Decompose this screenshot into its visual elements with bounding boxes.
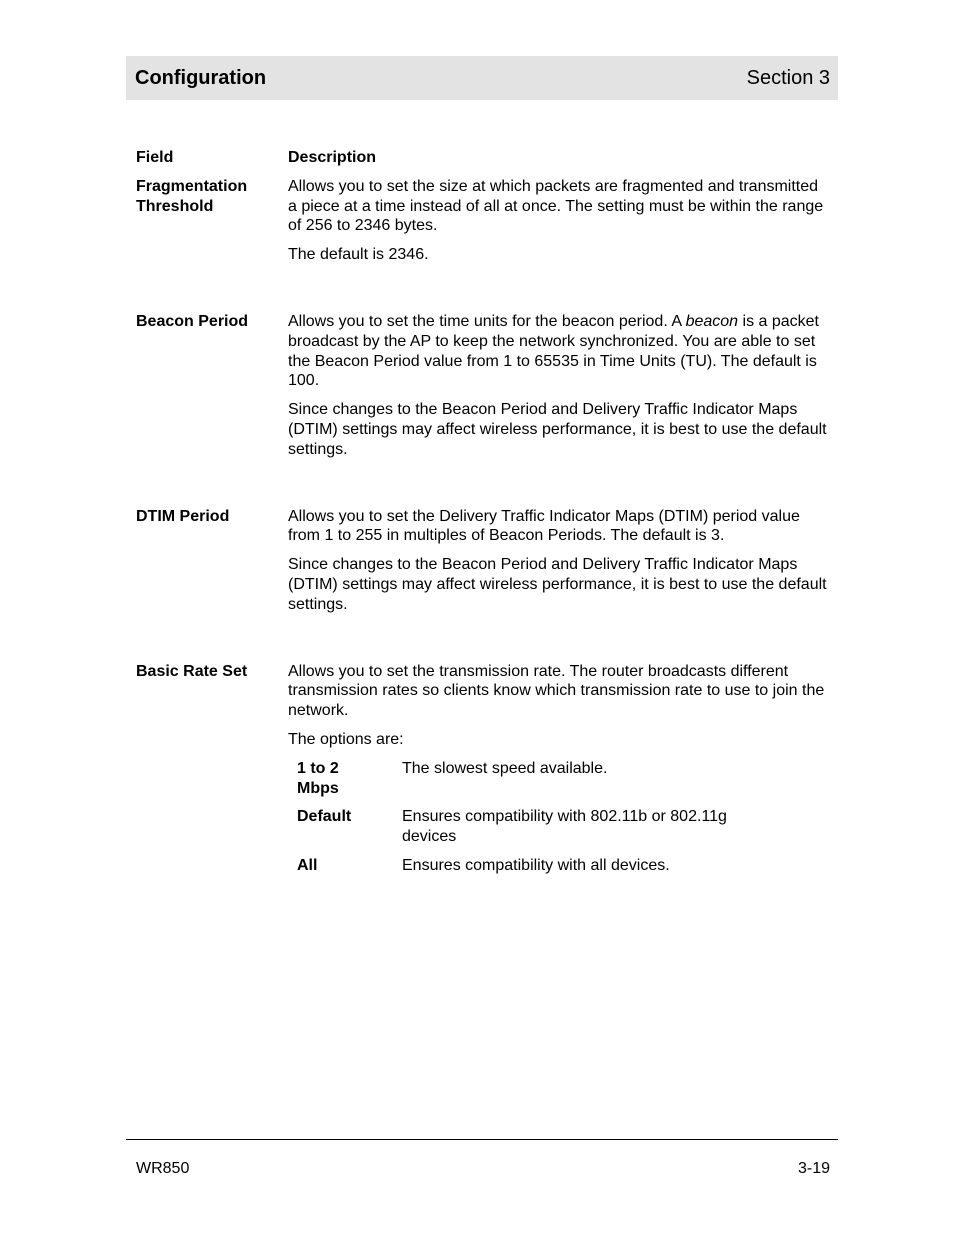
option-value: Ensures compatibility with 802.11b or 802.11g devices bbox=[402, 808, 727, 846]
table-row bbox=[136, 177, 836, 274]
description-paragraph: Allows you to set the Delivery Traffic Indicator Maps (DTIM) period value from 1 to 255 in multiples of Beacon Periods. The default is 3. bbox=[288, 507, 800, 545]
field-description bbox=[288, 507, 831, 624]
option-key: 1 to 2 Mbps bbox=[297, 759, 339, 797]
page-footer bbox=[136, 1160, 830, 1178]
description-paragraph: Since changes to the Beacon Period and Delivery Traffic Indicator Maps (DTIM) settings may affect wireless performance, it is best to use the default settings. bbox=[288, 401, 827, 458]
footer-divider bbox=[126, 1139, 838, 1140]
description-paragraph: Since changes to the Beacon Period and Delivery Traffic Indicator Maps (DTIM) settings may affect wireless performance, it is best to use the default settings. bbox=[288, 556, 827, 613]
page-header bbox=[126, 56, 838, 100]
page-title: Configuration bbox=[135, 66, 267, 89]
option-row bbox=[297, 807, 831, 847]
table-row bbox=[136, 662, 836, 885]
table-row bbox=[136, 312, 836, 469]
option-row bbox=[297, 856, 831, 876]
option-key: Default bbox=[297, 808, 352, 826]
description-paragraph bbox=[288, 312, 831, 391]
option-value: Ensures compatibility with all devices. bbox=[402, 856, 670, 874]
field-description bbox=[288, 312, 831, 469]
field-name: DTIM Period bbox=[136, 507, 230, 525]
description-paragraph: The options are: bbox=[288, 730, 404, 748]
table-row bbox=[136, 507, 836, 624]
options-list bbox=[297, 759, 831, 876]
column-header-field: Field bbox=[136, 149, 174, 166]
table-header-row bbox=[136, 148, 836, 177]
field-name: Basic Rate Set bbox=[136, 662, 248, 680]
section-label: Section 3 bbox=[746, 66, 830, 89]
page-number: 3-19 bbox=[797, 1160, 830, 1177]
text-run: Allows you to set the time units for the beacon period. A bbox=[288, 312, 686, 330]
option-row bbox=[297, 759, 831, 799]
column-header-description: Description bbox=[288, 149, 377, 166]
description-paragraph: Allows you to set the size at which packets are fragmented and transmitted a piece at a time instead of all at once. The setting must be within the range of 256 to 2346 bytes. bbox=[288, 177, 824, 235]
emphasized-term: beacon bbox=[685, 312, 739, 330]
field-description bbox=[288, 177, 831, 274]
option-value: The slowest speed available. bbox=[402, 759, 608, 777]
field-description-table bbox=[136, 148, 836, 885]
field-name: Fragmentation Threshold bbox=[136, 177, 248, 215]
field-description bbox=[288, 662, 831, 885]
option-key: All bbox=[297, 856, 318, 874]
field-name: Beacon Period bbox=[136, 312, 249, 330]
description-paragraph: Allows you to set the transmission rate. The router broadcasts different transmission rates so clients know which transmission rate to use to join the network. bbox=[288, 662, 825, 720]
text-run: is a packet broadcast by the AP to keep the network synchronized. You are able to set the Beacon Period value from 1 to 65535 in Time Units (TU). The default is 100. bbox=[288, 312, 819, 390]
description-paragraph: The default is 2346. bbox=[288, 246, 429, 264]
product-name: WR850 bbox=[136, 1160, 190, 1177]
